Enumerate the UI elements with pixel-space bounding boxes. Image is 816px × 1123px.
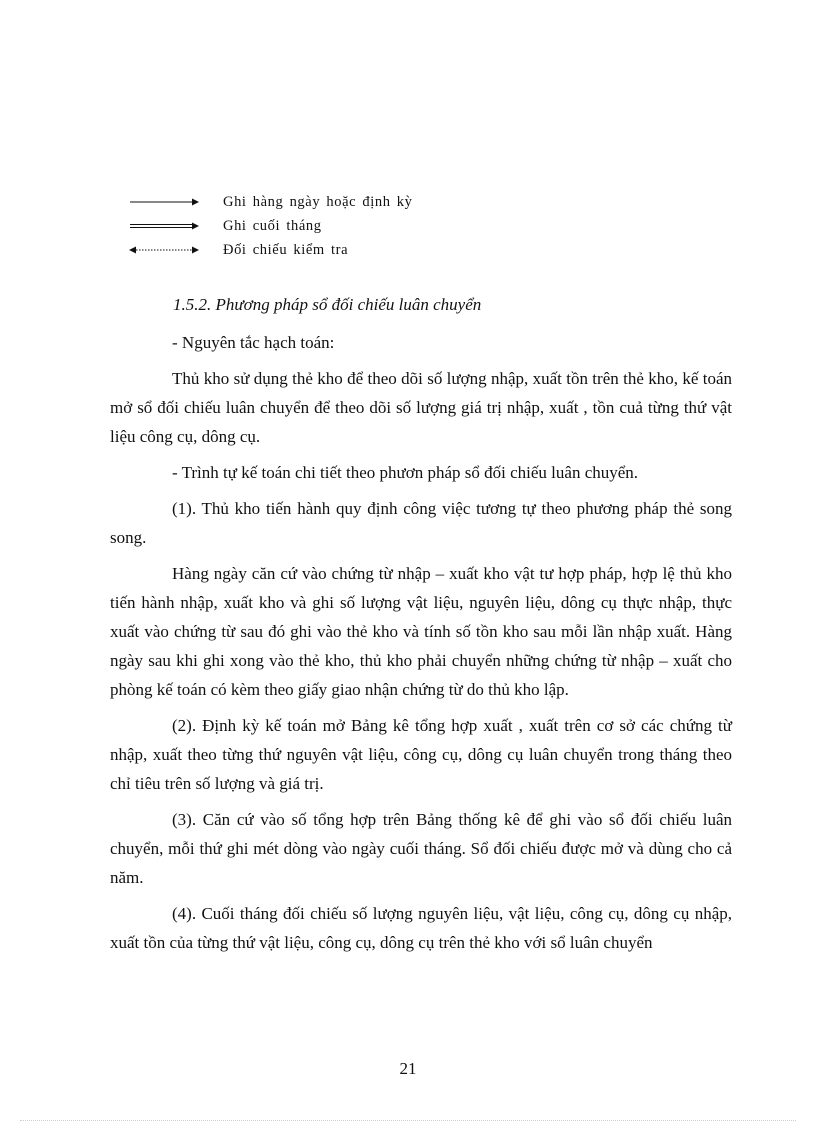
dotted-bidirectional-arrow-icon [128, 244, 200, 256]
body-text [110, 328, 732, 964]
paragraph-procedure-title: - Trình tự kế toán chi tiết theo phươn pháp sổ đối chiếu luân chuyển. [172, 463, 639, 482]
paragraph-step-3: (3). Căn cứ vào số tổng hợp trên Bảng thống kê để ghi vào sổ đối chiếu luân chuyển, mỗi thứ ghi mét dòng vào ngày cuối tháng. Sổ đối chiếu được mở và dùng cho cả năm. [110, 810, 732, 887]
legend-label-month-end: Ghi cuối tháng [223, 218, 322, 234]
paragraph-step-4: (4). Cuối tháng đối chiếu số lượng nguyên liệu, vật liệu, công cụ, dông cụ nhập, xuất tồn của từng thứ vật liệu, công cụ, dông cụ trên thẻ kho với sổ luân chuyển [110, 904, 732, 952]
paragraph-principle: Thủ kho sử dụng thẻ kho để theo dõi số lượng nhập, xuất tồn trên thẻ kho, kế toán mở sổ đối chiếu luân chuyển để theo dõi số lượng giá trị nhập, xuất , tồn cuả từng thứ vật liệu công cụ, dông cụ. [110, 369, 732, 446]
single-arrow-icon [128, 196, 200, 208]
section-heading: 1.5.2. Phương pháp sổ đối chiếu luân chuyển [173, 295, 482, 314]
paragraph-daily: Hàng ngày căn cứ vào chứng từ nhập – xuất kho vật tư hợp pháp, hợp lệ thủ kho tiến hành nhập, xuất kho và ghi số lượng vật liệu, nguyên liệu, dông cụ thực nhập, thực xuất vào chứng từ sau đó ghi vào thẻ kho và tính số tồn kho sau mỗi lần nhập xuất. Hàng ngày sau khi ghi xong vào thẻ kho, thủ kho phải chuyển những chứng từ nhập – xuất cho phòng kế toán có kèm theo giấy giao nhận chứng từ do thủ kho lập. [110, 564, 732, 699]
legend-row-daily [128, 192, 528, 216]
paragraph-step-2: (2). Định kỳ kế toán mở Bảng kê tổng hợp xuất , xuất trên cơ sở các chứng từ nhập, xuất theo từng thứ nguyên vật liệu, công cụ, dông cụ luân chuyển trong tháng theo chỉ tiêu trên số lượng và giá trị. [110, 716, 732, 793]
double-arrow-icon [128, 220, 200, 232]
page-number: 21 [399, 1059, 417, 1078]
legend-label-reconcile: Đối chiếu kiểm tra [223, 242, 349, 258]
paragraph-principle-title: - Nguyên tắc hạch toán: [172, 333, 335, 352]
legend-row-month-end [128, 216, 528, 240]
legend-row-reconcile [128, 240, 528, 264]
paragraph-step-1: (1). Thủ kho tiến hành quy định công việc tương tự theo phương pháp thẻ song song. [110, 499, 732, 547]
footer-divider [20, 1120, 796, 1121]
arrow-legend [128, 192, 528, 264]
legend-label-daily: Ghi hàng ngày hoặc định kỳ [223, 194, 413, 210]
